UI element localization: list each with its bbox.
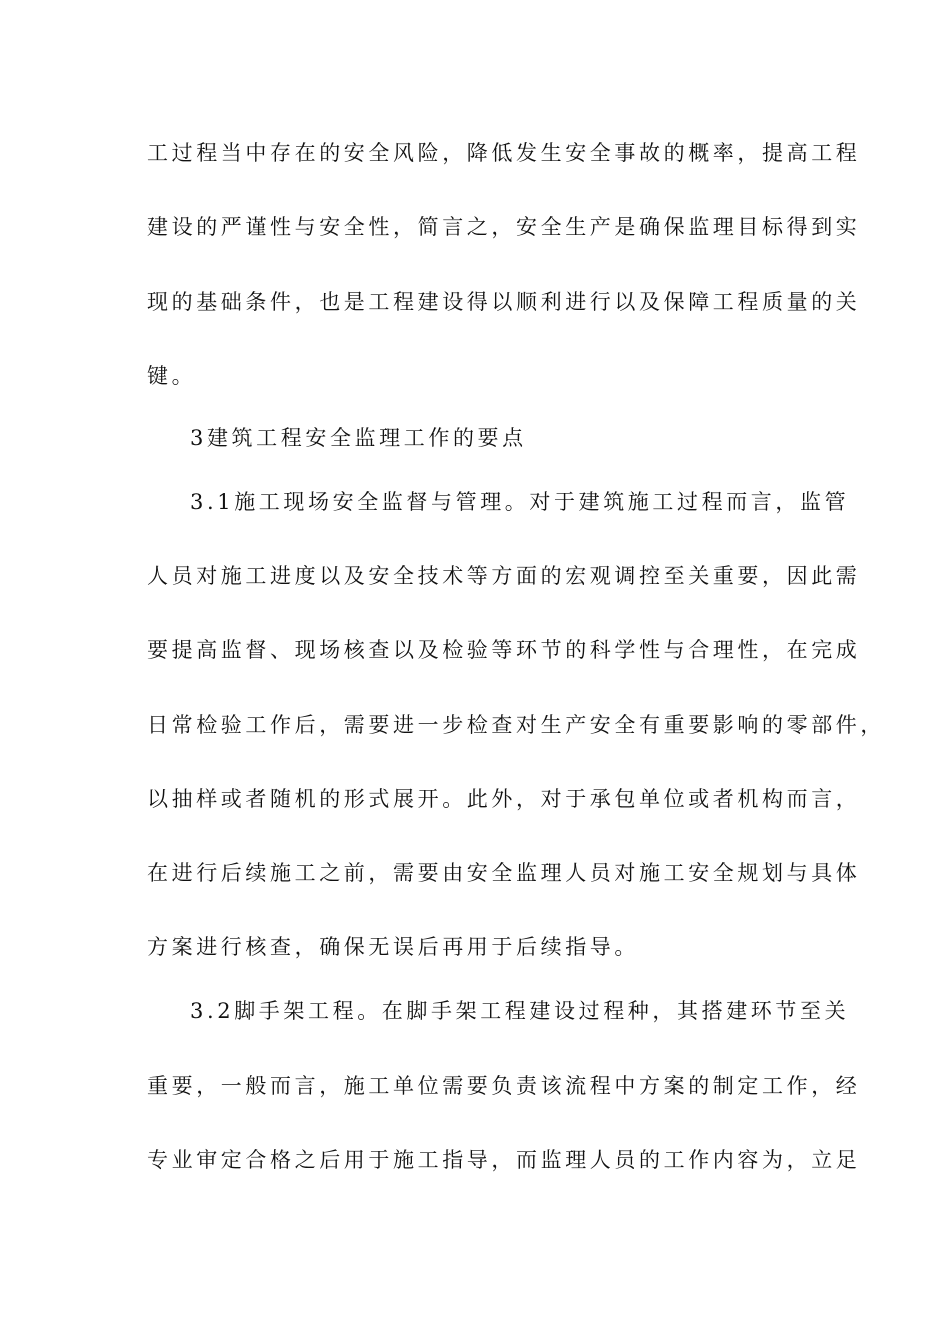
paragraph-line: 工过程当中存在的安全风险，降低发生安全事故的概率，提高工程 (147, 141, 861, 165)
paragraph-line: 在进行后续施工之前，需要由安全监理人员对施工安全规划与具体 (147, 861, 861, 885)
paragraph-line: 专业审定合格之后用于施工指导，而监理人员的工作内容为，立足 (147, 1148, 861, 1172)
section-heading: 3建筑工程安全监理工作的要点 (190, 426, 527, 450)
paragraph-line: 现的基础条件，也是工程建设得以顺利进行以及保障工程质量的关 (147, 290, 861, 314)
paragraph-line: 要提高监督、现场核查以及检验等环节的科学性与合理性，在完成 (147, 638, 861, 662)
paragraph-line: 方案进行核查，确保无误后再用于后续指导。 (147, 935, 639, 959)
paragraph-line: 建设的严谨性与安全性，简言之，安全生产是确保监理目标得到实 (147, 215, 861, 239)
paragraph-line: 键。 (147, 364, 197, 388)
paragraph-line: 人员对施工进度以及安全技术等方面的宏观调控至关重要，因此需 (147, 564, 861, 588)
paragraph-line: 重要，一般而言，施工单位需要负责该流程中方案的制定工作，经 (147, 1074, 861, 1098)
paragraph-line: 日常检验工作后，需要进一步检查对生产安全有重要影响的零部件， (147, 713, 885, 737)
paragraph-line: 以抽样或者随机的形式展开。此外，对于承包单位或者机构而言， (147, 787, 861, 811)
subsection-heading-line: 3.2脚手架工程。在脚手架工程建设过程种，其搭建环节至关 (190, 999, 850, 1023)
subsection-heading-line: 3.1施工现场安全监督与管理。对于建筑施工过程而言，监管 (190, 490, 850, 514)
